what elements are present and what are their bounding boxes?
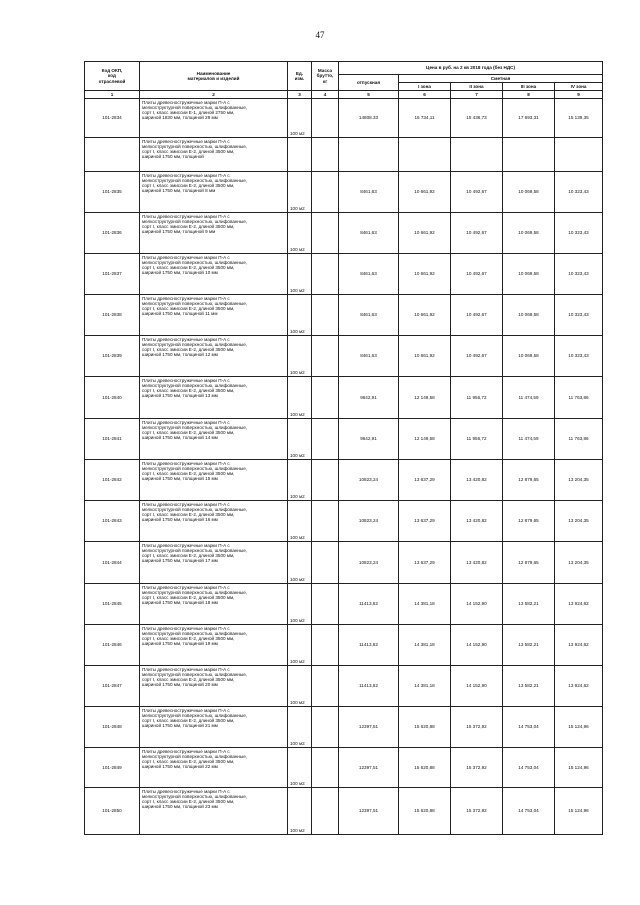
item-code: 101-2848 — [85, 707, 140, 748]
header-code: Код ОКП, код отраслевой — [85, 62, 140, 91]
item-code — [85, 138, 140, 172]
item-zone-1-price: 12 149,58 — [399, 419, 451, 460]
item-zone-4-price: 10 323,43 — [555, 172, 603, 213]
item-unit: 100 м2 — [288, 707, 312, 748]
item-unit: 100 м2 — [288, 666, 312, 707]
item-name-line: мелкоструктурной поверхностью, шлифованные, — [142, 590, 248, 596]
item-name-line: сорт I, класс эмиссии Е-2, длиной 3500 мм, — [142, 636, 235, 642]
item-release-price: 11413,62 — [339, 625, 399, 666]
item-name-line: Плиты древесностружечные марки П-А с — [142, 789, 230, 794]
item-name-line: Плиты древесностружечные марки П-А с — [142, 461, 230, 466]
item-zone-1-price: 14 381,18 — [399, 584, 451, 625]
item-name-line: шириной 1750 мм, толщиной 10 мм — [142, 270, 218, 276]
item-zone-2-price: 14 152,90 — [451, 666, 503, 707]
page-number: 47 — [315, 30, 325, 40]
table-row — [85, 295, 603, 336]
item-name-line: сорт I, класс эмиссии Е-2, длиной 3500 мм, — [142, 183, 235, 189]
item-unit: 100 м2 — [288, 99, 312, 138]
item-zone-2-price: 15 372,92 — [451, 748, 503, 788]
item-name-line: мелкоструктурной поверхностью, шлифованные, — [142, 342, 248, 348]
item-release-price: 12397,51 — [339, 707, 399, 748]
item-mass — [312, 666, 339, 707]
item-zone-2-price: 14 152,90 — [451, 625, 503, 666]
item-name-line: сорт I, класс эмиссии Е-2, длиной 3500 мм, — [142, 512, 235, 518]
item-zone-2-price: 14 152,90 — [451, 584, 503, 625]
item-zone-3-price: 13 582,21 — [503, 625, 555, 666]
table-row — [85, 625, 603, 666]
item-zone-2-price: 10 492,67 — [451, 295, 503, 336]
item-zone-1-price: 15 620,88 — [399, 707, 451, 748]
col-number: 3 — [288, 91, 312, 99]
item-unit — [288, 138, 312, 172]
item-unit: 100 м2 — [288, 460, 312, 501]
col-number: 1 — [85, 91, 140, 99]
item-name-line: шириной 1830 мм, толщиной 29 мм — [142, 115, 218, 121]
item-mass — [312, 295, 339, 336]
item-unit: 100 м2 — [288, 584, 312, 625]
item-mass — [312, 419, 339, 460]
item-release-price: 11413,62 — [339, 666, 399, 707]
item-mass — [312, 542, 339, 584]
item-name-line: Плиты древесностружечные марки П-А с — [142, 420, 230, 425]
item-name-line: мелкоструктурной поверхностью, шлифованные, — [142, 794, 248, 800]
header-estimate: Сметная — [399, 75, 603, 83]
item-unit: 100 м2 — [288, 625, 312, 666]
item-name-line: Плиты древесностружечные марки П-А с — [142, 708, 230, 713]
item-zone-1-price: 15 620,88 — [399, 748, 451, 788]
item-name-line: мелкоструктурной поверхностью, шлифованные, — [142, 631, 248, 637]
header-zone-2: II зона — [451, 83, 503, 91]
item-zone-4-price: 15 124,96 — [555, 788, 603, 835]
item-name-line: Плиты древесностружечные марки П-А с — [142, 214, 230, 219]
item-name-line: Плиты древесностружечные марки П-А с — [142, 296, 230, 301]
table-row — [85, 460, 603, 501]
item-zone-1-price: 13 637,29 — [399, 460, 451, 501]
table-row — [85, 584, 603, 625]
item-name-line: мелкоструктурной поверхностью, шлифованные, — [142, 144, 248, 150]
col-number: 7 — [451, 91, 503, 99]
item-zone-4-price: 10 323,43 — [555, 336, 603, 377]
item-name — [140, 460, 288, 501]
item-release-price: 8461,63 — [339, 254, 399, 295]
item-name-line: шириной 1750 мм, толщиной 14 мм — [142, 435, 218, 441]
item-name-line: шириной 1750 мм, толщиной 15 мм — [142, 476, 218, 482]
item-zone-1-price: 13 637,29 — [399, 542, 451, 584]
item-release-price: 8461,63 — [339, 213, 399, 254]
item-name-line: мелкоструктурной поверхностью, шлифованные, — [142, 425, 248, 431]
item-zone-1-price: 10 661,92 — [399, 254, 451, 295]
item-zone-4-price: 15 124,96 — [555, 748, 603, 788]
item-name — [140, 419, 288, 460]
item-zone-3-price: 11 474,59 — [503, 377, 555, 419]
item-zone-1-price: 14 381,18 — [399, 666, 451, 707]
header-zone-4: IV зона — [555, 83, 603, 91]
item-zone-4-price: 15 139,35 — [555, 99, 603, 138]
item-zone-1-price: 10 661,92 — [399, 295, 451, 336]
item-zone-3-price: 14 753,04 — [503, 707, 555, 748]
item-name-line: шириной 1750 мм, толщиной 9 мм — [142, 229, 216, 235]
item-mass — [312, 99, 339, 138]
item-mass — [312, 788, 339, 835]
item-code: 101-2849 — [85, 748, 140, 788]
item-unit: 100 м2 — [288, 172, 312, 213]
item-name — [140, 213, 288, 254]
item-name-line: Плиты древесностружечные марки П-А с — [142, 749, 230, 754]
item-zone-4-price — [555, 138, 603, 172]
item-zone-1-price: 10 661,92 — [399, 213, 451, 254]
item-zone-3-price: 14 753,04 — [503, 788, 555, 835]
item-name-line: шириной 1750 мм, толщиной 21 мм — [142, 723, 218, 729]
item-zone-3-price: 10 069,58 — [503, 172, 555, 213]
item-name-line: мелкоструктурной поверхностью, шлифованные, — [142, 383, 248, 389]
item-zone-3-price: 12 879,65 — [503, 460, 555, 501]
item-code: 101-2835 — [85, 172, 140, 213]
item-zone-4-price: 10 323,43 — [555, 254, 603, 295]
item-name — [140, 138, 288, 172]
item-mass — [312, 748, 339, 788]
item-zone-2-price: 11 956,72 — [451, 377, 503, 419]
item-zone-3-price: 10 069,58 — [503, 295, 555, 336]
table-row — [85, 707, 603, 748]
item-zone-1-price — [399, 138, 451, 172]
item-release-price: 9642,91 — [339, 419, 399, 460]
item-name-line: Плиты древесностружечные марки П-А с — [142, 139, 230, 144]
col-number: 5 — [339, 91, 399, 99]
item-unit: 100 м2 — [288, 501, 312, 542]
header-price-title: Цена в руб. на 2 кв 2018 года (без НДС) — [339, 62, 603, 75]
item-name — [140, 625, 288, 666]
item-name — [140, 501, 288, 542]
item-name-line: сорт I, класс эмиссии Е-2, длиной 3500 мм, — [142, 759, 235, 765]
table-row — [85, 501, 603, 542]
item-mass — [312, 707, 339, 748]
item-name-line: сорт I, класс эмиссии Е-2, длиной 3500 мм, — [142, 430, 235, 436]
item-zone-1-price: 13 637,29 — [399, 501, 451, 542]
table-row — [85, 213, 603, 254]
item-name-line: сорт I, класс эмиссии Е-2, длиной 3500 мм, — [142, 265, 235, 271]
item-zone-2-price: 10 492,67 — [451, 336, 503, 377]
item-name-line: Плиты древесностружечные марки П-А с — [142, 502, 230, 507]
table-body — [85, 99, 603, 835]
item-name-line: Плиты древесностружечные марки П-А с — [142, 337, 230, 342]
item-name — [140, 99, 288, 138]
item-zone-2-price: 13 420,82 — [451, 542, 503, 584]
item-zone-4-price: 13 924,62 — [555, 666, 603, 707]
item-name-line: Плиты древесностружечные марки П-А с — [142, 667, 230, 672]
item-name-line: сорт I, класс эмиссии Е-2, длиной 3500 мм, — [142, 677, 235, 683]
item-release-price — [339, 138, 399, 172]
item-name — [140, 666, 288, 707]
item-name-line: мелкоструктурной поверхностью, шлифованные, — [142, 301, 248, 307]
item-name — [140, 172, 288, 213]
item-zone-3-price: 14 753,04 — [503, 748, 555, 788]
item-name-line: мелкоструктурной поверхностью, шлифованные, — [142, 219, 248, 225]
item-name-line: шириной 1750 мм, толщиной 23 мм — [142, 804, 218, 810]
item-name-line: сорт I, класс эмиссии Е-2, длиной 3500 мм, — [142, 306, 235, 312]
item-zone-3-price: 11 474,59 — [503, 419, 555, 460]
item-name-line: мелкоструктурной поверхностью, шлифованные, — [142, 754, 248, 760]
item-zone-1-price: 16 734,11 — [399, 99, 451, 138]
item-name-line: шириной 1750 мм, толщиной 18 мм — [142, 600, 218, 606]
item-zone-4-price: 11 763,86 — [555, 377, 603, 419]
item-zone-3-price: 13 582,21 — [503, 584, 555, 625]
item-mass — [312, 172, 339, 213]
item-name-line: сорт I, класс эмиссии Е-1, длиной 2750 мм, — [142, 110, 235, 116]
header-release: отпускная — [339, 75, 399, 91]
item-zone-2-price: 10 492,67 — [451, 213, 503, 254]
header-zone-1: I зона — [399, 83, 451, 91]
item-name — [140, 295, 288, 336]
item-name-line: Плиты древесностружечные марки П-А с — [142, 543, 230, 548]
item-code: 101-2846 — [85, 625, 140, 666]
item-name-line: сорт I, класс эмиссии Е-2, длиной 3500 мм, — [142, 553, 235, 559]
col-number: 4 — [312, 91, 339, 99]
item-release-price: 12397,51 — [339, 748, 399, 788]
item-zone-3-price: 10 069,58 — [503, 213, 555, 254]
table-row — [85, 99, 603, 138]
item-release-price: 8461,63 — [339, 172, 399, 213]
item-mass — [312, 584, 339, 625]
item-zone-2-price: 13 420,82 — [451, 460, 503, 501]
item-code: 101-2850 — [85, 788, 140, 835]
item-name — [140, 584, 288, 625]
item-code: 101-2839 — [85, 336, 140, 377]
item-name-line: шириной 1750 мм, толщиной 12 мм — [142, 352, 218, 358]
item-name — [140, 788, 288, 835]
table-row — [85, 138, 603, 172]
header-name: Наименование материалов и изделий — [140, 62, 288, 91]
item-name-line: мелкоструктурной поверхностью, шлифованные, — [142, 507, 248, 513]
item-name-line: мелкоструктурной поверхностью, шлифованные, — [142, 178, 248, 184]
item-name-line: шириной 1750 мм, толщиной 17 мм — [142, 558, 218, 564]
item-zone-4-price: 10 323,43 — [555, 295, 603, 336]
item-zone-2-price — [451, 138, 503, 172]
item-name-line: сорт I, класс эмиссии Е-2, длиной 3500 мм, — [142, 799, 235, 805]
item-unit: 100 м2 — [288, 542, 312, 584]
item-zone-3-price: 10 069,58 — [503, 254, 555, 295]
item-code: 101-2843 — [85, 501, 140, 542]
item-zone-1-price: 10 661,92 — [399, 336, 451, 377]
item-zone-1-price: 15 620,88 — [399, 788, 451, 835]
item-zone-1-price: 14 381,18 — [399, 625, 451, 666]
item-name-line: сорт I, класс эмиссии Е-2, длиной 3500 мм, — [142, 718, 235, 724]
item-zone-3-price: 12 879,65 — [503, 542, 555, 584]
table-header — [85, 62, 603, 99]
item-name-line: Плиты древесностружечные марки П-А с — [142, 100, 230, 105]
item-name-line: мелкоструктурной поверхностью, шлифованные, — [142, 260, 248, 266]
item-release-price: 10823,24 — [339, 460, 399, 501]
table-row — [85, 788, 603, 835]
item-zone-4-price: 13 204,35 — [555, 542, 603, 584]
item-mass — [312, 336, 339, 377]
item-zone-2-price: 13 420,82 — [451, 501, 503, 542]
item-name — [140, 377, 288, 419]
item-name-line: Плиты древесностружечные марки П-А с — [142, 255, 230, 260]
header-mass: Масса брутто, кг — [312, 62, 339, 91]
item-code: 101-2842 — [85, 460, 140, 501]
item-code: 101-2838 — [85, 295, 140, 336]
item-release-price: 8461,63 — [339, 295, 399, 336]
item-release-price: 8461,63 — [339, 336, 399, 377]
table-row — [85, 254, 603, 295]
item-name-line: Плиты древесностружечные марки П-А с — [142, 585, 230, 590]
item-code: 101-2844 — [85, 542, 140, 584]
item-zone-4-price: 13 204,35 — [555, 460, 603, 501]
item-mass — [312, 254, 339, 295]
item-name-line: сорт I, класс эмиссии Е-2, длиной 3500 мм, — [142, 471, 235, 477]
item-mass — [312, 377, 339, 419]
item-name-line: Плиты древесностружечные марки П-А с — [142, 378, 230, 383]
col-number: 2 — [140, 91, 288, 99]
item-name — [140, 748, 288, 788]
item-zone-1-price: 12 149,58 — [399, 377, 451, 419]
item-zone-3-price — [503, 138, 555, 172]
item-zone-4-price: 13 924,62 — [555, 625, 603, 666]
item-name-line: шириной 1750 мм, толщиной 13 мм — [142, 393, 218, 399]
item-name-line: сорт I, класс эмиссии Е-2, длиной 3500 мм, — [142, 149, 235, 155]
item-code: 101-2847 — [85, 666, 140, 707]
item-name-line: мелкоструктурной поверхностью, шлифованные, — [142, 548, 248, 554]
item-name — [140, 336, 288, 377]
col-number: 6 — [399, 91, 451, 99]
item-mass — [312, 460, 339, 501]
item-unit: 100 м2 — [288, 254, 312, 295]
item-code: 101-2841 — [85, 419, 140, 460]
col-number: 8 — [503, 91, 555, 99]
price-table — [84, 61, 603, 835]
item-zone-2-price: 15 436,73 — [451, 99, 503, 138]
item-mass — [312, 213, 339, 254]
item-release-price: 14808.33 — [339, 99, 399, 138]
item-unit: 100 м2 — [288, 748, 312, 788]
table-row — [85, 377, 603, 419]
item-release-price: 12397,51 — [339, 788, 399, 835]
item-release-price: 9642,91 — [339, 377, 399, 419]
item-name-line: шириной 1750 мм, толщиной 11 мм — [142, 311, 218, 317]
item-unit: 100 м2 — [288, 213, 312, 254]
item-zone-2-price: 10 492,67 — [451, 254, 503, 295]
item-name-line: мелкоструктурной поверхностью, шлифованные, — [142, 466, 248, 472]
item-release-price: 10823,24 — [339, 501, 399, 542]
table-row — [85, 419, 603, 460]
item-zone-4-price: 10 323,43 — [555, 213, 603, 254]
item-mass — [312, 501, 339, 542]
item-unit: 100 м2 — [288, 788, 312, 835]
item-name-line: Плиты древесностружечные марки П-А с — [142, 626, 230, 631]
item-mass — [312, 625, 339, 666]
item-name-line: мелкоструктурной поверхностью, шлифованные, — [142, 672, 248, 678]
item-zone-4-price: 11 763,86 — [555, 419, 603, 460]
table-row — [85, 172, 603, 213]
item-unit: 100 м2 — [288, 295, 312, 336]
header-zone-3: III зона — [503, 83, 555, 91]
table-row — [85, 748, 603, 788]
item-name-line: мелкоструктурной поверхностью, шлифованные, — [142, 105, 248, 111]
item-code: 101-2834 — [85, 99, 140, 138]
item-name-line: шириной 1750 мм, толщиной 19 мм — [142, 641, 218, 647]
item-zone-4-price: 13 204,35 — [555, 501, 603, 542]
table-row — [85, 336, 603, 377]
item-name-line: Плиты древесностружечные марки П-А с — [142, 173, 230, 178]
item-name-line: сорт I, класс эмиссии Е-2, длиной 3500 мм, — [142, 595, 235, 601]
item-zone-2-price: 15 372,92 — [451, 707, 503, 748]
item-zone-3-price: 13 582,21 — [503, 666, 555, 707]
table-row — [85, 542, 603, 584]
item-code: 101-2845 — [85, 584, 140, 625]
item-unit: 100 м2 — [288, 419, 312, 460]
item-name-line: шириной 1750 мм, толщиной 16 мм — [142, 517, 218, 523]
item-mass — [312, 138, 339, 172]
item-name — [140, 707, 288, 748]
item-zone-2-price: 10 492,67 — [451, 172, 503, 213]
item-unit: 100 м2 — [288, 377, 312, 419]
item-zone-1-price: 10 661,92 — [399, 172, 451, 213]
item-name-line: шириной 1750 мм, толщиной 22 мм — [142, 764, 218, 770]
item-name-line: шириной 1750 мм, толщиной — [142, 154, 204, 160]
item-name — [140, 542, 288, 584]
item-name-line: сорт I, класс эмиссии Е-2, длиной 3500 мм, — [142, 224, 235, 230]
item-name — [140, 254, 288, 295]
item-release-price: 10823,24 — [339, 542, 399, 584]
item-unit: 100 м2 — [288, 336, 312, 377]
item-name-line: сорт I, класс эмиссии Е-2, длиной 3500 мм, — [142, 388, 235, 394]
item-release-price: 11413,62 — [339, 584, 399, 625]
item-zone-2-price: 11 956,72 — [451, 419, 503, 460]
item-name-line: сорт I, класс эмиссии Е-2, длиной 3500 мм, — [142, 347, 235, 353]
item-zone-3-price: 12 879,65 — [503, 501, 555, 542]
item-code: 101-2837 — [85, 254, 140, 295]
item-zone-3-price: 10 069,58 — [503, 336, 555, 377]
item-zone-4-price: 13 924,62 — [555, 584, 603, 625]
col-number: 9 — [555, 91, 603, 99]
item-code: 101-2836 — [85, 213, 140, 254]
item-name-line: мелкоструктурной поверхностью, шлифованные, — [142, 713, 248, 719]
item-name-line: шириной 1750 мм, толщиной 8 мм — [142, 188, 216, 194]
item-zone-4-price: 15 124,96 — [555, 707, 603, 748]
item-zone-3-price: 17 693,31 — [503, 99, 555, 138]
table-row — [85, 666, 603, 707]
item-zone-2-price: 15 372,92 — [451, 788, 503, 835]
item-name-line: шириной 1750 мм, толщиной 20 мм — [142, 682, 218, 688]
header-unit: Ед. изм. — [288, 62, 312, 91]
item-code: 101-2840 — [85, 377, 140, 419]
